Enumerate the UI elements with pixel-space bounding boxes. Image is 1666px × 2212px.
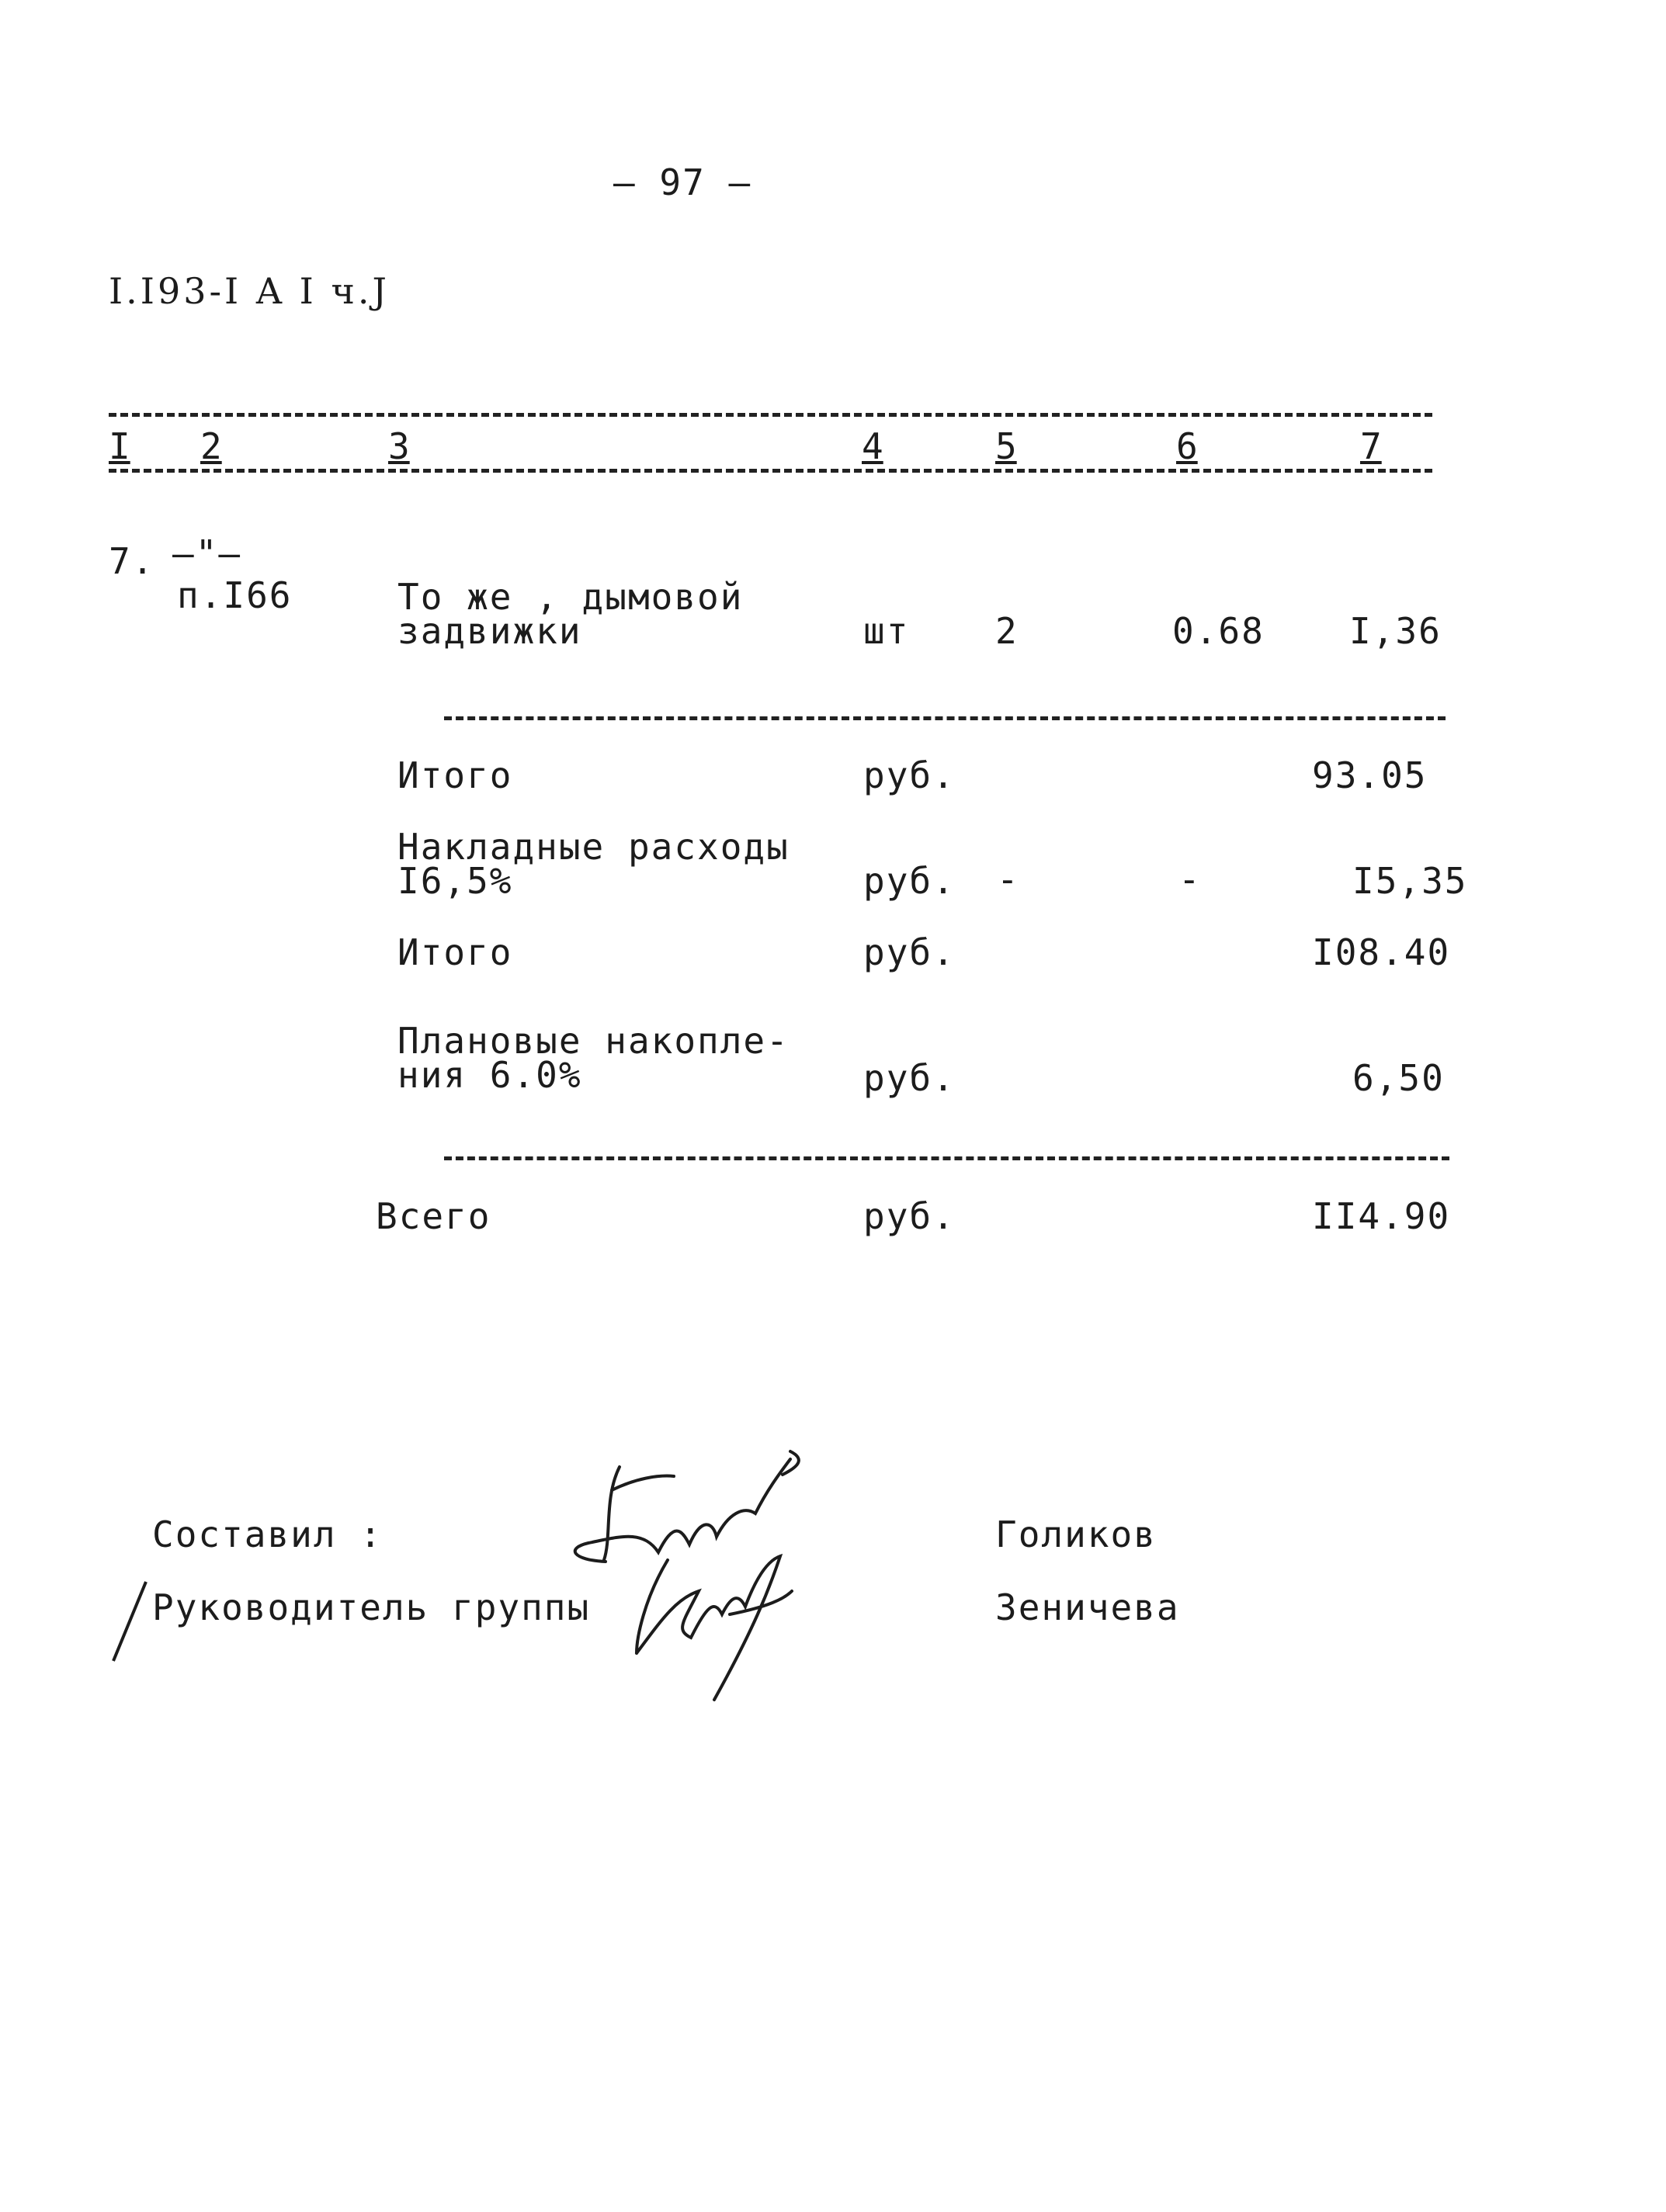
item-description-line2: задвижки	[397, 610, 582, 652]
item-ref: п.I66	[177, 574, 293, 616]
handwritten-signature-group-head	[613, 1545, 815, 1708]
grand-total-value: II4.90	[1312, 1195, 1451, 1237]
grand-total-unit: руб.	[863, 1195, 956, 1237]
column-number: 5	[995, 425, 1017, 467]
column-number: 4	[862, 425, 883, 467]
header-top-rule	[109, 413, 1432, 417]
overhead-unit: руб.	[863, 860, 956, 902]
overhead-label-line1: Накладные расходы	[397, 826, 790, 868]
column-number: 3	[388, 425, 410, 467]
compiled-label: Составил :	[152, 1513, 383, 1555]
subtotal2-value: I08.40	[1312, 931, 1451, 973]
group-head-label: Руководитель группы	[152, 1586, 591, 1628]
item-number: 7.	[109, 540, 155, 582]
slash-mark	[107, 1576, 154, 1669]
page-number: — 97 —	[613, 161, 752, 203]
item-price: 0.68	[1172, 610, 1265, 652]
planned-savings-label-line1: Плановые накопле-	[397, 1020, 790, 1062]
column-number: 2	[200, 425, 222, 467]
overhead-label-line2: I6,5%	[397, 860, 513, 902]
item-unit: шт	[863, 610, 910, 652]
subtotal-value: 93.05	[1312, 754, 1428, 796]
column-number: 7	[1360, 425, 1382, 467]
item-ditto: —"—	[172, 532, 242, 574]
column-number: 6	[1176, 425, 1198, 467]
planned-savings-unit: руб.	[863, 1057, 956, 1099]
overhead-value: I5,35	[1352, 860, 1468, 902]
item-rule	[444, 716, 1446, 720]
group-head-name: Зеничева	[995, 1586, 1180, 1628]
item-description-line1: То же , дымовой	[397, 576, 744, 618]
overhead-col6: -	[1178, 858, 1202, 900]
item-total: I,36	[1349, 610, 1442, 652]
grand-total-label: Всего	[376, 1195, 491, 1237]
subtotal-label: Итого	[397, 754, 513, 796]
header-bottom-rule	[109, 469, 1432, 473]
overhead-col5: -	[997, 858, 1020, 900]
subtotal-unit: руб.	[863, 754, 956, 796]
grand-total-rule	[444, 1156, 1449, 1160]
document-code: I.I93-I A I ч.J	[109, 270, 390, 312]
compiled-name: Голиков	[995, 1513, 1157, 1555]
planned-savings-value: 6,50	[1352, 1057, 1445, 1099]
subtotal2-label: Итого	[397, 931, 513, 973]
subtotal2-unit: руб.	[863, 931, 956, 973]
column-number: I	[109, 425, 130, 467]
planned-savings-label-line2: ния 6.0%	[397, 1054, 582, 1096]
item-quantity: 2	[995, 610, 1019, 652]
